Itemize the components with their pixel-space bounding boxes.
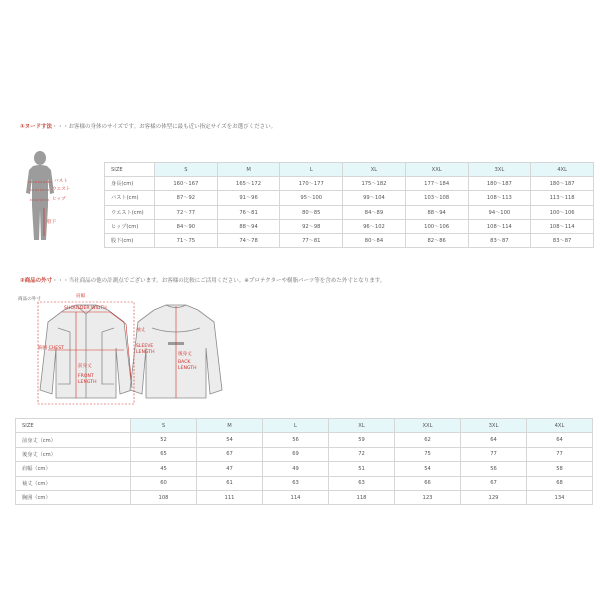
table-cell: 56 xyxy=(461,462,527,476)
column-header: XL xyxy=(329,419,395,433)
table-cell: 75 xyxy=(395,447,461,461)
table-cell: 84〜90 xyxy=(155,219,218,233)
column-header: 3XL xyxy=(461,419,527,433)
row-label: 後身丈（cm） xyxy=(16,447,131,461)
table-cell: 177〜184 xyxy=(405,177,468,191)
row-label: 股下(cm) xyxy=(105,233,155,247)
table-row xyxy=(105,205,594,219)
table-cell: 72〜77 xyxy=(155,205,218,219)
table-cell: 77〜81 xyxy=(280,233,343,247)
column-header: M xyxy=(217,163,280,177)
table-cell: 99〜104 xyxy=(343,191,406,205)
jacket-diagram xyxy=(18,288,238,412)
table-cell: 45 xyxy=(131,462,197,476)
table-cell: 83〜87 xyxy=(468,233,531,247)
body-size-note xyxy=(20,122,276,130)
table-cell: 94〜100 xyxy=(468,205,531,219)
waist-label: ウエスト xyxy=(52,187,71,192)
table-cell: 58 xyxy=(527,462,593,476)
table-row xyxy=(16,447,593,461)
column-header: XXL xyxy=(395,419,461,433)
table-header-row xyxy=(105,163,594,177)
outer-size-label: 商品の外寸 xyxy=(18,297,41,302)
back-length-en-label-2: LENGTH xyxy=(178,366,197,371)
row-label: 前身丈（cm） xyxy=(16,433,131,447)
table-cell: 134 xyxy=(527,490,593,504)
table-row xyxy=(16,433,593,447)
table-row xyxy=(16,476,593,490)
table-cell: 87〜92 xyxy=(155,191,218,205)
table-cell: 91〜96 xyxy=(217,191,280,205)
table-cell: 180〜187 xyxy=(468,177,531,191)
garment-size-title: ②商品の外寸 xyxy=(20,278,53,284)
table-cell: 69 xyxy=(263,447,329,461)
bust-label: バスト xyxy=(54,179,68,184)
table-cell: 108〜114 xyxy=(531,219,594,233)
garment-size-table xyxy=(15,418,593,505)
row-label: ウエスト(cm) xyxy=(105,205,155,219)
sleeve-length-en-label-2: LENGTH xyxy=(136,350,155,355)
row-label: 身長(cm) xyxy=(105,177,155,191)
table-cell: 108〜114 xyxy=(468,219,531,233)
table-cell: 118 xyxy=(329,490,395,504)
table-cell: 47 xyxy=(197,462,263,476)
shoulder-width-jp-label: 肩幅 xyxy=(76,294,86,299)
body-size-table xyxy=(104,162,594,248)
table-cell: 71〜75 xyxy=(155,233,218,247)
row-label: 袖丈（cm） xyxy=(16,476,131,490)
column-header: S xyxy=(131,419,197,433)
column-header: SIZE xyxy=(105,163,155,177)
table-cell: 123 xyxy=(395,490,461,504)
table-cell: 100〜106 xyxy=(531,205,594,219)
column-header: SIZE xyxy=(16,419,131,433)
table-cell: 84〜89 xyxy=(343,205,406,219)
table-cell: 96〜102 xyxy=(343,219,406,233)
sleeve-length-en-label-1: SLEEVE xyxy=(136,344,154,349)
table-cell: 82〜86 xyxy=(405,233,468,247)
back-length-en-label-1: BACK xyxy=(178,360,191,365)
table-header-row xyxy=(16,419,593,433)
table-cell: 74〜78 xyxy=(217,233,280,247)
front-length-jp-label: 前身丈 xyxy=(78,364,92,369)
table-cell: 54 xyxy=(395,462,461,476)
table-cell: 180〜187 xyxy=(531,177,594,191)
back-length-jp-label: 後身丈 xyxy=(178,352,192,357)
table-cell: 88〜94 xyxy=(217,219,280,233)
table-cell: 72 xyxy=(329,447,395,461)
garment-size-note xyxy=(20,276,385,284)
row-label: 肩幅（cm） xyxy=(16,462,131,476)
table-cell: 80〜84 xyxy=(343,233,406,247)
body-size-title: ①ヌードす法 xyxy=(20,124,52,130)
table-cell: 77 xyxy=(527,447,593,461)
table-cell: 51 xyxy=(329,462,395,476)
column-header: L xyxy=(280,163,343,177)
table-cell: 64 xyxy=(527,433,593,447)
column-header: S xyxy=(155,163,218,177)
column-header: 4XL xyxy=(531,163,594,177)
shoulder-width-en-label: SHOULDER WIDTH xyxy=(64,306,107,311)
garment-size-description: ・・・当社商品の他の計測点でございます。お客様の比較にご活用ください。※プロテクターや樹脂パーツ等を含めた外寸となります。 xyxy=(52,278,386,284)
table-cell: 65 xyxy=(131,447,197,461)
table-cell: 54 xyxy=(197,433,263,447)
inseam-label: 股下 xyxy=(47,220,57,225)
table-cell: 83〜87 xyxy=(531,233,594,247)
table-cell: 108 xyxy=(131,490,197,504)
table-cell: 114 xyxy=(263,490,329,504)
chest-label: 胸囲 CHEST xyxy=(38,346,64,351)
table-cell: 80〜85 xyxy=(280,205,343,219)
table-row xyxy=(105,177,594,191)
sleeve-length-jp-label: 袖丈 xyxy=(136,328,146,333)
table-cell: 63 xyxy=(329,476,395,490)
table-cell: 62 xyxy=(395,433,461,447)
table-cell: 67 xyxy=(461,476,527,490)
table-row xyxy=(105,219,594,233)
row-label: 胸囲（cm） xyxy=(16,490,131,504)
table-cell: 60 xyxy=(131,476,197,490)
table-row xyxy=(105,233,594,247)
body-size-description: ・・・お客様の身体のサイズです。お客様の体型に最も近い指定サイズをお選びください。 xyxy=(52,124,277,130)
column-header: 4XL xyxy=(527,419,593,433)
table-cell: 59 xyxy=(329,433,395,447)
row-label: ヒップ(cm) xyxy=(105,219,155,233)
body-silhouette-figure xyxy=(18,148,98,248)
front-length-en-label-2: LENGTH xyxy=(78,380,97,385)
table-cell: 66 xyxy=(395,476,461,490)
table-cell: 77 xyxy=(461,447,527,461)
column-header: XXL xyxy=(405,163,468,177)
table-cell: 108〜113 xyxy=(468,191,531,205)
table-cell: 68 xyxy=(527,476,593,490)
hip-label: ヒップ xyxy=(52,197,66,202)
table-cell: 61 xyxy=(197,476,263,490)
table-cell: 113〜118 xyxy=(531,191,594,205)
table-cell: 92〜98 xyxy=(280,219,343,233)
table-cell: 160〜167 xyxy=(155,177,218,191)
table-cell: 165〜172 xyxy=(217,177,280,191)
table-cell: 111 xyxy=(197,490,263,504)
table-cell: 63 xyxy=(263,476,329,490)
table-cell: 88〜94 xyxy=(405,205,468,219)
front-length-en-label-1: FRONT xyxy=(78,374,94,379)
table-cell: 64 xyxy=(461,433,527,447)
table-cell: 129 xyxy=(461,490,527,504)
table-cell: 100〜106 xyxy=(405,219,468,233)
table-cell: 52 xyxy=(131,433,197,447)
table-cell: 175〜182 xyxy=(343,177,406,191)
table-cell: 103〜108 xyxy=(405,191,468,205)
table-cell: 170〜177 xyxy=(280,177,343,191)
table-cell: 49 xyxy=(263,462,329,476)
column-header: 3XL xyxy=(468,163,531,177)
column-header: L xyxy=(263,419,329,433)
row-label: バスト(cm) xyxy=(105,191,155,205)
table-row xyxy=(16,462,593,476)
table-row xyxy=(105,191,594,205)
column-header: M xyxy=(197,419,263,433)
column-header: XL xyxy=(343,163,406,177)
table-cell: 56 xyxy=(263,433,329,447)
table-cell: 95〜100 xyxy=(280,191,343,205)
table-cell: 67 xyxy=(197,447,263,461)
table-row xyxy=(16,490,593,504)
table-cell: 76〜81 xyxy=(217,205,280,219)
